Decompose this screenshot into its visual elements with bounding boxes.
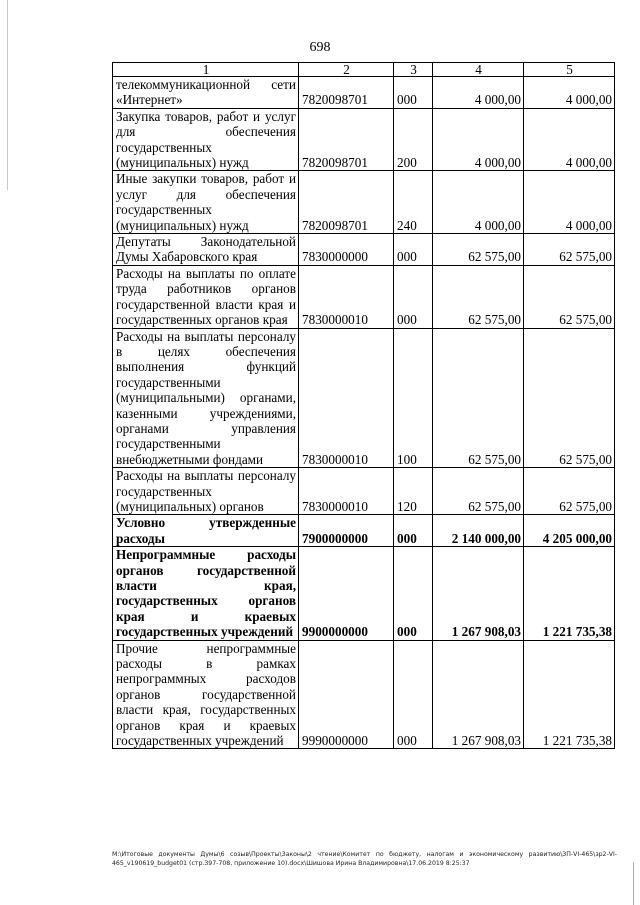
amount-year1-cell: 1 267 908,03	[433, 547, 524, 640]
amount-year1-cell: 62 575,00	[433, 468, 524, 515]
header-cell-year1: 4	[433, 63, 524, 77]
target-code-cell: 7820098701	[299, 77, 394, 109]
expense-name-cell: Депутаты Законодательной Думы Хабаровского края	[113, 234, 299, 266]
header-cell-name: 1	[113, 63, 299, 77]
table-row	[113, 171, 615, 234]
amount-year2-cell: 1 221 735,38	[524, 547, 615, 640]
amount-year2-cell: 4 000,00	[524, 171, 615, 234]
amount-year1-cell: 4 000,00	[433, 77, 524, 109]
target-code-cell: 7820098701	[299, 171, 394, 234]
amount-year2-cell: 1 221 735,38	[524, 640, 615, 749]
expense-type-cell: 000	[394, 234, 433, 266]
table-row	[113, 265, 615, 328]
target-code-cell: 7830000010	[299, 265, 394, 328]
scan-edge-mark	[633, 862, 634, 905]
amount-year1-cell: 62 575,00	[433, 234, 524, 266]
amount-year2-cell: 4 000,00	[524, 108, 615, 171]
expense-type-cell: 120	[394, 468, 433, 515]
target-code-cell: 7900000000	[299, 515, 394, 547]
table-row	[113, 234, 615, 266]
expense-type-cell: 000	[394, 547, 433, 640]
budget-table	[112, 62, 615, 749]
expense-name-cell: Закупка товаров, работ и услуг для обеспечения государственных (муниципальных) нужд	[113, 108, 299, 171]
table-header-row	[113, 63, 615, 77]
expense-type-cell: 000	[394, 77, 433, 109]
expense-type-cell: 200	[394, 108, 433, 171]
expense-name-cell: Условно утвержденные расходы	[113, 515, 299, 547]
scan-edge-mark	[7, 0, 8, 190]
expense-type-cell: 000	[394, 265, 433, 328]
table-row	[113, 77, 615, 109]
header-cell-year2: 5	[524, 63, 615, 77]
expense-name-cell: Расходы на выплаты персоналу в целях обеспечения выполнения функций государственными (муниципальными) органами, казенными учреждениями, органами управления государственными внебюджетными фондами	[113, 328, 299, 468]
expense-name-cell: Расходы на выплаты персоналу государственных (муниципальных) органов	[113, 468, 299, 515]
table-row	[113, 515, 615, 547]
table-row	[113, 108, 615, 171]
expense-name-cell: Непрограммные расходы органов государственной власти края, государственных органов края и краевых государственных учреждений	[113, 547, 299, 640]
target-code-cell: 9900000000	[299, 547, 394, 640]
amount-year2-cell: 62 575,00	[524, 234, 615, 266]
amount-year2-cell: 62 575,00	[524, 265, 615, 328]
amount-year2-cell: 4 205 000,00	[524, 515, 615, 547]
amount-year2-cell: 4 000,00	[524, 77, 615, 109]
amount-year1-cell: 4 000,00	[433, 171, 524, 234]
amount-year1-cell: 1 267 908,03	[433, 640, 524, 749]
target-code-cell: 7830000000	[299, 234, 394, 266]
target-code-cell: 7820098701	[299, 108, 394, 171]
expense-name-cell: Прочие непрограммные расходы в рамках непрограммных расходов органов государственной власти края, государственных органов края и краевых государственных учреждений	[113, 640, 299, 749]
amount-year1-cell: 4 000,00	[433, 108, 524, 171]
expense-name-cell: Расходы на выплаты по оплате труда работников органов государственной власти края и государственных органов края	[113, 265, 299, 328]
amount-year1-cell: 2 140 000,00	[433, 515, 524, 547]
table-row	[113, 547, 615, 640]
amount-year2-cell: 62 575,00	[524, 468, 615, 515]
header-cell-code: 2	[299, 63, 394, 77]
page-number: 698	[309, 40, 331, 55]
table-row	[113, 468, 615, 515]
amount-year1-cell: 62 575,00	[433, 328, 524, 468]
amount-year1-cell: 62 575,00	[433, 265, 524, 328]
table-row	[113, 328, 615, 468]
header-cell-kind: 3	[394, 63, 433, 77]
table-row	[113, 640, 615, 749]
expense-type-cell: 000	[394, 515, 433, 547]
target-code-cell: 9990000000	[299, 640, 394, 749]
document-path-footer: M:\Итоговые документы Думы\6 созыв\Проекты\Законы\2 чтение\Комитет по бюджету, налогам и экономическому развитию\ЗП-VI-465\зр2-VI-465_v190619_budget01 (стр.397-708, приложение 10).docx\Шишова Ирина Владимировна\17.06.2019 8:25:37	[112, 851, 617, 867]
expense-type-cell: 000	[394, 640, 433, 749]
amount-year2-cell: 62 575,00	[524, 328, 615, 468]
expense-name-cell: Иные закупки товаров, работ и услуг для обеспечения государственных (муниципальных) нужд	[113, 171, 299, 234]
target-code-cell: 7830000010	[299, 328, 394, 468]
target-code-cell: 7830000010	[299, 468, 394, 515]
expense-type-cell: 100	[394, 328, 433, 468]
expense-type-cell: 240	[394, 171, 433, 234]
expense-name-cell: телекоммуникационной сети «Интернет»	[113, 77, 299, 109]
